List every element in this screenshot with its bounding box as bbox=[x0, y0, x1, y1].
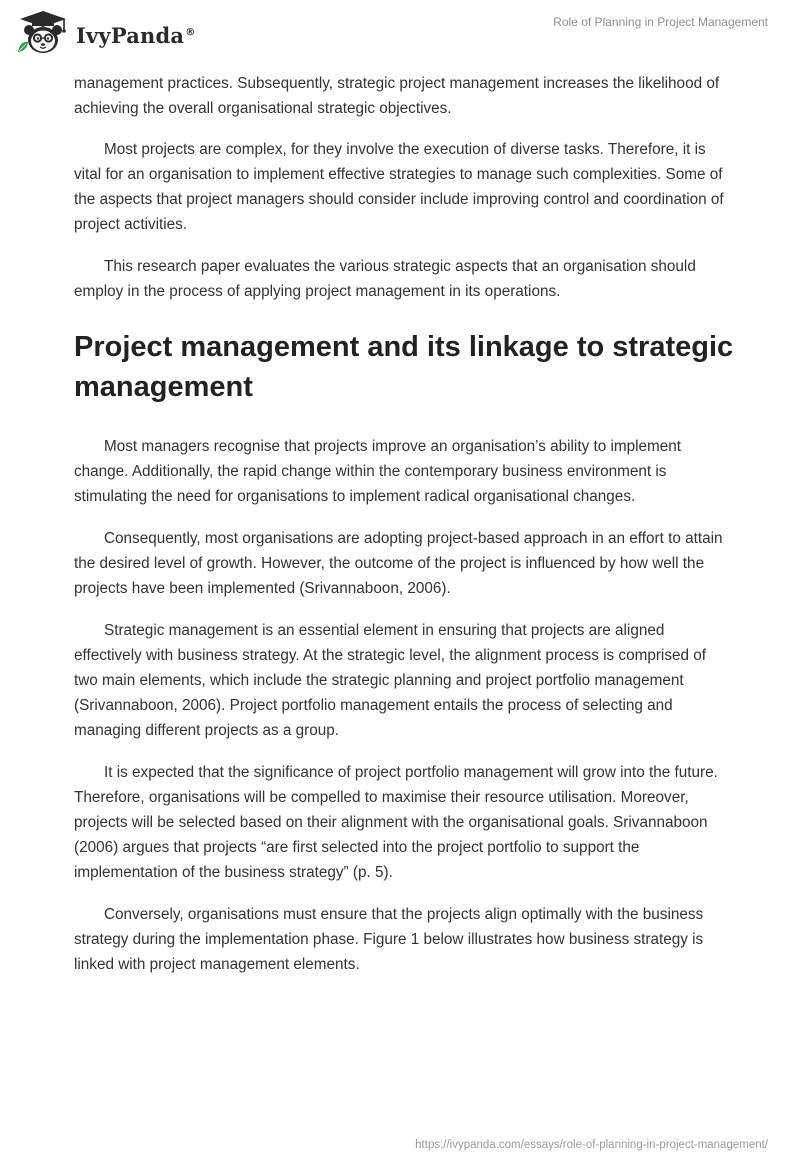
panda-graduate-icon bbox=[14, 8, 72, 58]
paragraph-continuation: management practices. Subsequently, strategic project management increases the likelihood of achieving the overall organisational strategic objectives. bbox=[74, 75, 720, 117]
paragraph: Most managers recognise that projects improve an organisation’s ability to implement change. Additionally, the rapid change within the contemporary business environment is stimulating the need for organisations to implement radical organisational changes. bbox=[74, 438, 682, 505]
section-heading: Project management and its linkage to strategic management bbox=[74, 331, 734, 403]
page-header bbox=[0, 0, 800, 70]
source-url[interactable]: https://ivypanda.com/essays/role-of-planning-in-project-management/ bbox=[415, 1139, 768, 1151]
paragraph: Strategic management is an essential element in ensuring that projects are aligned effectively with business strategy. At the strategic level, the alignment process is comprised of two main elements, which include the strategic planning and project portfolio management (Srivannaboon, 2006). Project portfolio management entails the process of selecting and managing different projects as a group. bbox=[74, 622, 707, 739]
registered-mark: ® bbox=[185, 26, 196, 38]
running-title: Role of Planning in Project Management bbox=[553, 15, 768, 29]
paragraph: Consequently, most organisations are adopting project-based approach in an effort to attain the desired level of growth. However, the outcome of the project is influenced by how well the projects have been implemented (Srivannaboon, 2006). bbox=[74, 530, 723, 597]
paragraph: Most projects are complex, for they involve the execution of diverse tasks. Therefore, it is vital for an organisation to implement effective strategies to manage such complexities. Some of the aspects that project managers should consider include improving control and coordination of project activities. bbox=[74, 141, 724, 233]
paragraph: Conversely, organisations must ensure that the projects align optimally with the business strategy during the implementation phase. Figure 1 below illustrates how business strategy is linked with project management elements. bbox=[74, 906, 704, 973]
logo-wordmark bbox=[76, 23, 195, 48]
ivypanda-logo[interactable] bbox=[14, 8, 195, 58]
logo-text: IvyPanda bbox=[76, 22, 185, 48]
paragraph: It is expected that the significance of project portfolio management will grow into the future. Therefore, organisations will be compelled to maximise their resource utilisation. Moreover, projects will be selected based on their alignment with the organisational goals. Srivannaboon (2006) argues that projects “are first selected into the project portfolio to support the implementation of the business strategy” (p. 5). bbox=[74, 764, 718, 881]
article-body bbox=[74, 71, 734, 994]
paragraph: This research paper evaluates the various strategic aspects that an organisation should employ in the process of applying project management in its operations. bbox=[74, 258, 696, 300]
